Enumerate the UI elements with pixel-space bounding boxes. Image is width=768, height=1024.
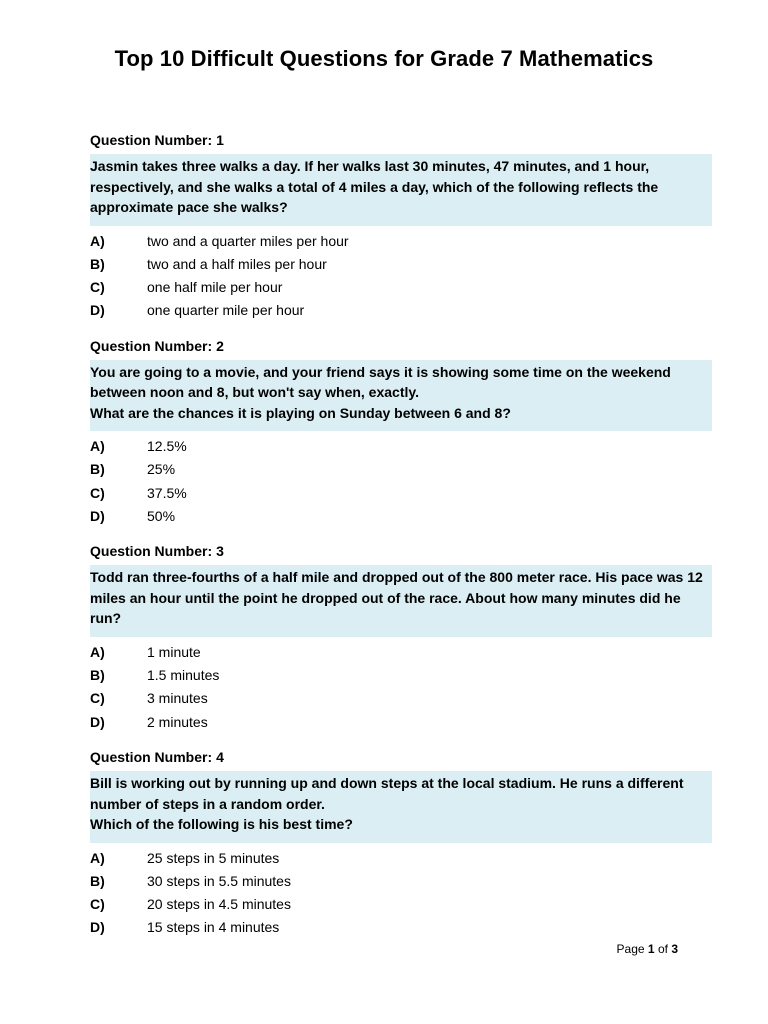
option-text: 20 steps in 4.5 minutes	[147, 896, 291, 913]
question-block	[90, 541, 712, 734]
total-pages-number: 3	[671, 942, 678, 956]
answer-option	[90, 870, 712, 893]
option-text: one half mile per hour	[147, 279, 283, 296]
option-text: 37.5%	[147, 484, 187, 501]
page-word: Page	[616, 942, 645, 956]
option-text: 2 minutes	[147, 713, 208, 730]
answer-option	[90, 893, 712, 916]
answer-option	[90, 230, 712, 253]
option-letter: C)	[90, 896, 105, 913]
question-number: 2	[216, 337, 224, 354]
option-letter: A)	[90, 643, 105, 660]
question-block	[90, 336, 712, 529]
answer-options	[90, 847, 712, 940]
answer-options	[90, 435, 712, 528]
question-number-heading	[90, 130, 712, 150]
current-page-number: 1	[647, 942, 655, 956]
option-letter: D)	[90, 302, 105, 319]
question-number: 3	[216, 543, 224, 560]
option-text: 50%	[147, 508, 176, 525]
option-text: 1 minute	[147, 643, 201, 660]
answer-option	[90, 847, 712, 870]
answer-option	[90, 458, 712, 481]
option-letter: B)	[90, 872, 105, 889]
question-label: Question Number:	[90, 749, 213, 766]
option-letter: C)	[90, 279, 105, 296]
option-letter: B)	[90, 461, 105, 478]
question-number: 4	[216, 749, 224, 766]
question-block	[90, 130, 712, 323]
option-letter: A)	[90, 232, 105, 249]
question-list	[90, 130, 712, 953]
option-text: 25%	[147, 461, 176, 478]
question-text: Bill is working out by running up and down steps at the local stadium. He runs a different number of steps in a random order. Which of the following is his best time?	[90, 771, 712, 843]
question-label: Question Number:	[90, 132, 213, 148]
option-letter: A)	[90, 849, 105, 866]
answer-option	[90, 664, 712, 687]
option-letter: B)	[90, 255, 105, 272]
option-text: two and a quarter miles per hour	[147, 232, 349, 249]
option-letter: D)	[90, 508, 105, 525]
answer-option	[90, 641, 712, 664]
answer-options	[90, 641, 712, 734]
question-block	[90, 747, 712, 940]
answer-option	[90, 711, 712, 734]
option-letter: B)	[90, 667, 105, 684]
answer-option	[90, 253, 712, 276]
option-text: 12.5%	[147, 438, 187, 455]
option-text: 15 steps in 4 minutes	[147, 919, 280, 936]
option-letter: C)	[90, 484, 105, 501]
question-number: 1	[216, 132, 224, 148]
answer-option	[90, 505, 712, 528]
answer-option	[90, 276, 712, 299]
option-letter: A)	[90, 438, 105, 455]
answer-option	[90, 916, 712, 939]
question-number-heading	[90, 336, 712, 356]
answer-option	[90, 299, 712, 322]
option-text: 3 minutes	[147, 690, 208, 707]
question-text: Jasmin takes three walks a day. If her walks last 30 minutes, 47 minutes, and 1 hour, respectively, and she walks a total of 4 miles a day, which of the following reflects the approximate pace she walks?	[90, 154, 712, 226]
option-letter: D)	[90, 713, 105, 730]
option-text: 1.5 minutes	[147, 667, 220, 684]
question-number-heading	[90, 541, 712, 561]
question-number-heading	[90, 747, 712, 767]
question-text: Todd ran three-fourths of a half mile and dropped out of the 800 meter race. His pace was 12 miles an hour until the point he dropped out of the race. About how many minutes did he run?	[90, 565, 712, 637]
answer-options	[90, 230, 712, 323]
question-text: You are going to a movie, and your friend says it is showing some time on the weekend between noon and 8, but won't say when, exactly. What are the chances it is playing on Sunday between 6 and 8?	[90, 360, 712, 432]
of-word: of	[657, 942, 668, 956]
question-label: Question Number:	[90, 337, 213, 354]
option-text: 25 steps in 5 minutes	[147, 849, 280, 866]
page-title: Top 10 Difficult Questions for Grade 7 Mathematics	[114, 46, 654, 71]
answer-option	[90, 687, 712, 710]
answer-option	[90, 435, 712, 458]
option-text: one quarter mile per hour	[147, 302, 305, 319]
page-footer	[617, 942, 678, 956]
option-letter: C)	[90, 690, 105, 707]
answer-option	[90, 482, 712, 505]
option-text: 30 steps in 5.5 minutes	[147, 872, 291, 889]
option-text: two and a half miles per hour	[147, 255, 327, 272]
question-label: Question Number:	[90, 543, 213, 560]
option-letter: D)	[90, 919, 105, 936]
